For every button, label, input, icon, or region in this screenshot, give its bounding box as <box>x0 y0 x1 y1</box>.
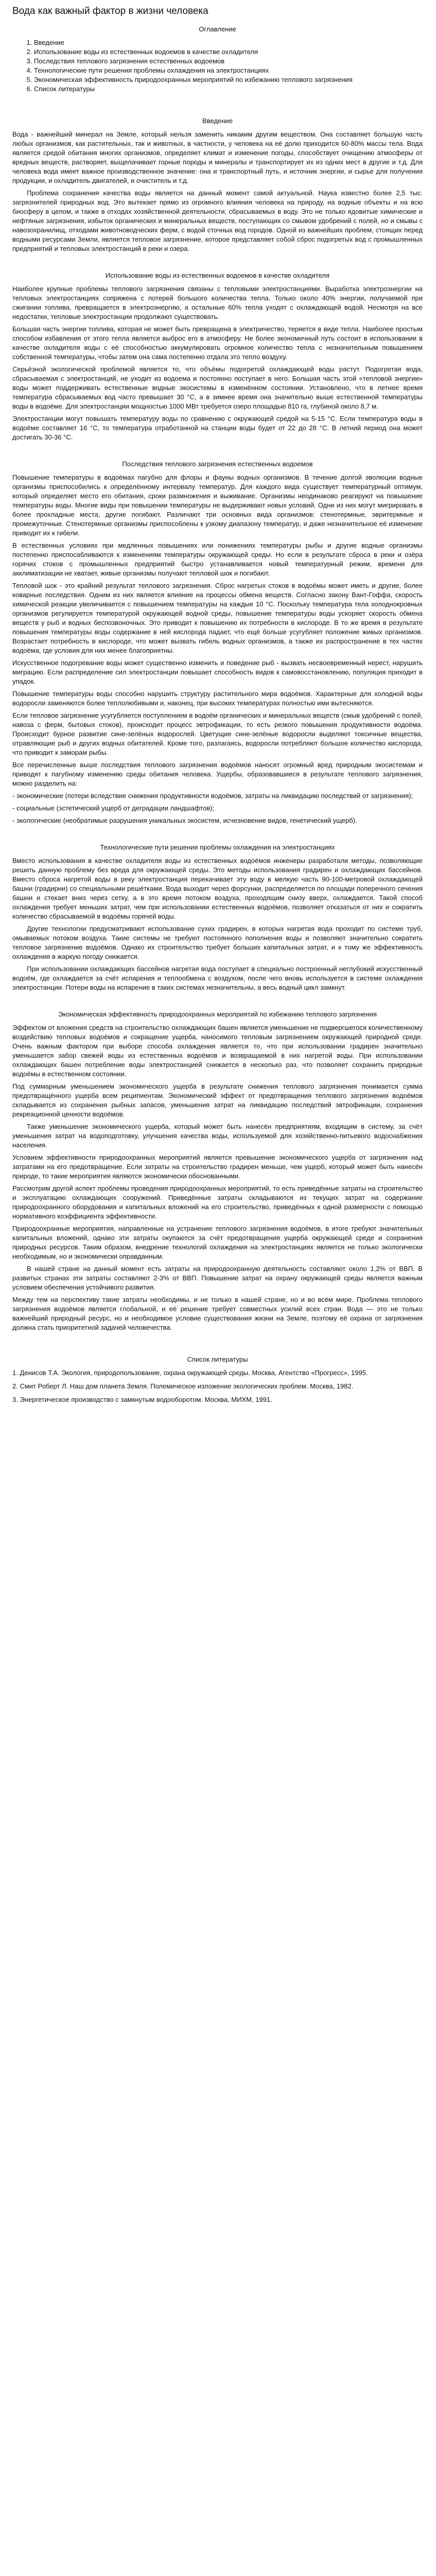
paragraph: Все перечисленные выше последствия теплового загрязнения водоёмов наносят огромный вред природным экосистемам и приводят к пагубному изменению среды обитания человека. Ущербы, образовавшиеся в результате теплового загрязнения, можно разделить на: <box>12 761 423 787</box>
paragraph: Между тем на перспективу такие затраты необходимы, и не только в нашей стране, но и во всём мире. Проблема теплового загрязнения водоёмов является глобальной, и её решение требует совместных усилий всех стран. Вода — это не только важнейший природный ресурс, но и необходимое условие существования жизни на Земле, поэтому её охрана от загрязнения должна стать приоритетной задачей человечества. <box>12 1296 423 1331</box>
toc-item: 4. Технологические пути решения проблемы охлаждения на электростанциях <box>34 66 423 75</box>
toc-list <box>12 38 423 94</box>
paragraph: Другие технологии предусматривают использование сухих градирен, в которых нагретая вода проходит по системе труб, омываемых потоком воздуха. Такие системы не требуют постоянного пополнения воды и позволяют значительно сократить тепловое загрязнение водоёмов. Однако их строительство требует больших капитальных затрат, и к тому же эффективность охлаждения в жаркую погоду снижается. <box>12 925 423 960</box>
reference-item: 1. Денисов Т.А. Экология, природопользование, охрана окружающей среды. Москва, Агентство «Прогресс», 1995. <box>12 1369 368 1377</box>
section-heading: Технологические пути решения проблемы охлаждения на электростанциях <box>100 843 335 851</box>
paragraph: Под суммарным уменьшением экономического ущерба в результате снижения теплового загрязнения понимается сумма предотвращённого ущерба всем реципиентам. Экономический эффект от предотвращения теплового загрязнения водоёмов складывается из сохранения рыбных запасов, уменьшения затрат на ликвидацию последствий эвтрофикации, сохранения рекреационной ценности водоёмов. <box>12 1082 423 1118</box>
references-section <box>12 1355 423 1404</box>
section-heading: Использование воды из естественных водоемов в качестве охладителя <box>105 272 330 279</box>
list-item: - экологические (необратимые разрушения уникальных экосистем, исчезновение видов, генетический ущерб). <box>12 817 357 824</box>
paragraph: Повышение температуры воды способно нарушить структуру растительного мира водоёмов. Характерные для холодной воды водоросли заменяются более теплолюбивыми и, наконец, при высоких температурах полностью ими вытесняются. <box>12 690 423 707</box>
section-heading: Введение <box>202 117 233 125</box>
paragraph: Серьёзной экологической проблемой является то, что объёмы подогретой охлаждающей воды растут. Подогретая вода, сбрасываемая с электростанций, не уходит из водоема и постоянно поступает в него. Большая часть этой «тепловой энергии» воды может поддерживать естественные водные экосистемы в изменённом состоянии. Установлено, что в летнее время температура сбрасываемых вод часто превышает 30 °С, а в зимнее время она значительно выше естественной температуры воды в водоёме. Для электростанции мощностью 1000 МВт требуется озеро площадью 810 га, глубиной около 8,7 м. <box>12 365 423 410</box>
reference-item: 3. Энергетическое производство с замкнутым водооборотом. Москва, МИХМ, 1991. <box>12 1396 272 1403</box>
table-of-contents <box>12 25 423 94</box>
section-water-cooling <box>12 271 423 442</box>
toc-heading: Оглавление <box>199 25 236 33</box>
paragraph: При использовании охлаждающих бассейнов нагретая вода поступает в специально построенный неглубокий искусственный водоём, где охлаждается за счёт испарения и теплообмена с воздухом, после чего вновь используется в системе охлаждения электростанции. Потери воды на испарение в таких системах незначительны, а весь водный цикл замкнут. <box>12 965 423 991</box>
paragraph: В естественных условиях при медленных повышениях или понижениях температуры рыбы и другие водные организмы постепенно приспосабливаются к изменениям температуры окружающей среды. Но если в результате сброса в реки и озёра горячих стоков с промышленных предприятий быстро устанавливается новый температурный режим, времени для акклиматизации не хватает, живые организмы получают тепловой шок и погибают. <box>12 541 423 577</box>
paragraph: Повышение температуры в водоёмах пагубно для флоры и фауны водных организмов. В течение долгой эволюции водные организмы приспособились к определённому интервалу температур. Для каждого вида существует температурный оптимум, который определяет место его обитания, сроки размножения и выживание. Организмы неодинаково реагируют на повышение температуры воды. Многие виды при повышении температуры не выдерживают новых условий. Одни из них могут мигрировать в более прохладные места, другие погибают. Различают три основных вида организмов: стенотермные, эвритермные и промежуточные. Стенотермные организмы приспособлены к узкому диапазону температур, и даже незначительное её изменение приводит их к гибели. <box>12 473 423 537</box>
paragraph: Природоохранные мероприятия, направленные на устранение теплового загрязнения водоёмов, в итоге требуют значительных капитальных вложений, однако эти затраты окупаются за счёт предотвращения ущерба окружающей среде и сохранения природных ресурсов. Таким образом, внедрение технологий охлаждения на электростанциях является не только экологически необходимым, но и экономически оправданным. <box>12 1225 423 1260</box>
document-title: Вода как важный фактор в жизни человека <box>12 6 208 16</box>
paragraph: В нашей стране на данный момент есть затраты на природоохранную деятельность составляют около 1,2% от ВВП. В развитых странах эти затраты составляют 2-3% от ВВП. Повышение затрат на охрану окружающей среды является важным условием обеспечения устойчивого развития. <box>12 1265 423 1291</box>
toc-item: 6. Список литературы <box>34 84 423 94</box>
paragraph: Большая часть энергии топлива, которая не может быть превращена в электричество, теряется в виде тепла. Наиболее простым способом избавления от этого тепла является выброс его в атмосферу. Не более экономичный путь состоит в использовании в качестве охладителя воды с её способностью аккумулировать огромное количество тепла с незначительным повышением собственной температуры, чтобы затем она сама постепенно отдала это тепло воздуху. <box>12 325 423 361</box>
paragraph: Вода - важнейший минерал на Земле, который нельзя заменить никаким другим веществом. Она составляет большую часть любых организмов, как растительных, так и животных, в частности, у человека на её долю приходится 60-80% массы тела. Вода является средой обитания многих организмов, определяет климат и изменение погоды, способствует очищению атмосферы от вредных веществ, растворяет, выщелачивает горные породы и минералы и транспортирует их из одних мест в другие и т.д. Для человека вода имеет важное производственное значение: она и транспортный путь, и источник энергии, и сырье для получения продукции, и охладитель двигателей, и очиститель и т.д. <box>12 130 423 184</box>
section-introduction <box>12 116 423 253</box>
toc-item: 5. Экономическая эффективность природоохранных мероприятий по избежанию теплового загрязнения <box>34 75 423 84</box>
section-thermal-pollution-consequences <box>12 460 423 825</box>
paragraph: Электростанции могут повышать температуру воды по сравнению с окружающей средой на 5-15 °С. Если температура воды в водоёме составляет 16 °С, то температура отработанной на станции воды будет от 22 до 28 °С. В летний период она может достигать 30-36 °С. <box>12 415 423 441</box>
paragraph: Рассмотрим другой аспект проблемы проведения природоохранных мероприятий, то есть приведённые затраты на строительство и эксплуатацию охлаждающих сооружений. Приведённые затраты складываются из текущих затрат на содержание природоохранного оборудования и капитальных вложений на его строительство, приведённых к одной размерности с помощью нормативного коэффициента эффективности. <box>12 1184 423 1220</box>
paragraph: Также уменьшение экономического ущерба, который может быть нанесён предприятиям, входящим в систему, за счёт уменьшения затрат на водоподготовку, улучшения качества воды, используемой для хозяйственно-питьевого водоснабжения населения. <box>12 1123 423 1149</box>
paragraph: Наиболее крупные проблемы теплового загрязнения связаны с тепловыми электростанциями. Выработка электроэнергии на тепловых электростанциях сопряжена с потерей большого количества тепла. Только около 40% энергии, получаемой при сжигании топлива, превращается в электроэнергию, а остальные 60% тепла уходят с охлаждающей водой. Несмотря на все недостатки, тепловые электростанции продолжают существовать. <box>12 285 423 320</box>
section-cooling-technologies <box>12 843 423 992</box>
section-heading: Экономическая эффективность природоохранных мероприятий по избежанию теплового загрязнения <box>58 1010 377 1018</box>
reference-item: 2. Смит Роберт Л. Наш дом планета Земля. Полемическое изложение экологических проблем. Москва, 1982. <box>12 1382 354 1390</box>
paragraph: Вместо использования в качестве охладителя воды из естественных водоёмов инженеры разработали методы, позволяющие решить данную проблему без вреда для окружающей среды. Это методы использования градирен и охлаждающих бассейнов. Вместо сброса нагретой воды в реку электростанция перекачивает эту воду в мелкую часть 90-100-метровой охлаждающей башни (градирни) со специальными решётками. Вода выходит через форсунки, распределяется по площади поперечного сечения башни и стекает вниз через сетку, а в это время потоком воздуха, проходящим снизу вверх, охлаждается. Такой способ охлаждения требует меньших затрат, чем при использовании естественных водоёмов, позволяет отказаться от них и сократить количество сбрасываемой в водоёмы горячей воды. <box>12 857 423 920</box>
section-economic-efficiency <box>12 1010 423 1332</box>
paragraph: Искусственное подогревание воды может существенно изменить и поведение рыб - вызвать несвоевременный нерест, нарушить миграцию. Если распределение сил электростанции повышает способность видов к самовосстановлению, популяция приходит в упадок. <box>12 659 423 685</box>
paragraph: Тепловой шок - это крайний результат теплового загрязнения. Сброс нагретых стоков в водоёмы может иметь и другие, более коварные последствия. Одним из них является влияние на процессы обмена веществ. Согласно закону Вант-Гоффа, скорость химической реакции увеличивается с повышением температуры на каждые 10 °С. Поскольку температура тела холоднокровных организмов регулируется температурой окружающей водной среды, повышение температуры воды ускоряет скорость обмена веществ у рыб и водных беспозвоночных. Это приводит к повышению их потребности в кислороде. В то же время в результате повышения температуры воды содержание в ней кислорода падает, что ещё больше усугубляет положение живых организмов. Возрастает потребность в кислороде, что может вызвать гибель водных организмов, а также их распространение в тех частях водоёма, где условия для них менее благоприятны. <box>12 582 423 654</box>
paragraph: Эффектом от вложения средств на строительство охлаждающих башен является уменьшение не подвергшегося количественному воздействию тепловых водоёмов и сокращение ущерба, наносимого тепловым загрязнением окружающей природной среде. Очень важным фактором при выборе способа охлаждения является то, что при использовании градирен значительно уменьшается забор свежей воды из естественных водоёмов и возвращаемой в них нагретой воды. При использовании охлаждающих башен потребление воды электростанцией снижается в несколько раз, что позволяет сохранить природные водоёмы в естественном состоянии. <box>12 1024 423 1078</box>
toc-item: 1. Введение <box>34 38 423 47</box>
toc-item: 2. Использование воды из естественных водоемов в качестве охладителя <box>34 47 423 57</box>
section-heading: Последствия теплового загрязнения естественных водоемов <box>122 460 313 468</box>
references-heading: Список литературы <box>187 1355 248 1363</box>
list-item: - социальные (эстетический ущерб от деградации ландшафтов); <box>12 804 215 812</box>
toc-item: 3. Последствия теплового загрязнения естественных водоемов <box>34 57 423 66</box>
paragraph: Условием эффективности природоохранных мероприятий является превышение экономического ущерба от загрязнения над затратами на его предотвращение. Если затраты на строительство градирен меньше, чем ущерб, который может быть нанесён природе, то такие мероприятия являются экономически обоснованными. <box>12 1154 423 1180</box>
list-item: - экономические (потери вследствие снижения продуктивности водоёмов, затраты на ликвидацию последствий от загрязнения); <box>12 792 413 800</box>
paragraph: Проблема сохранения качества воды является на данный момент самой актуальной. Наука известно более 2,5 тыс. загрязнителей природных вод. Это вытекает прямо из огромного влияния человека на природу, на водные объекты и на всю биосферу в целом, и также в отходах хозяйственной деятельности, сбрасываемых в воду. Это не только ядовитые химические и нефтяные загрязнения, избыток органических и минеральных веществ, поступающих со смывом удобрений с полей, но и смывы с навозохранилищ, отходами животноводческих ферм, с водой сточных вод городов. Одной из важнейших проблем, стоящих перед водными ресурсами Земли, является тепловое загрязнение, которое представляет собой сброс подогретых вод с промышленных предприятий и тепловых электростанций в реки и озера. <box>12 189 423 252</box>
paragraph: Если тепловое загрязнение усугубляется поступлением в водоём органических и минеральных веществ (смыв удобрений с полей, навоза с ферм, бытовых стоков), происходит процесс эвтрофикации, то есть резкого повышения продуктивности водоёма. Происходит бурное развитие сине-зелёных водорослей. Цветущие сине-зелёные водоросли выделяют токсичные вещества, отравляющие рыб и других водных обитателей. Кроме того, разлагаясь, водоросли потребляют большое количество кислорода, что приводит к заморам рыбы. <box>12 711 423 756</box>
